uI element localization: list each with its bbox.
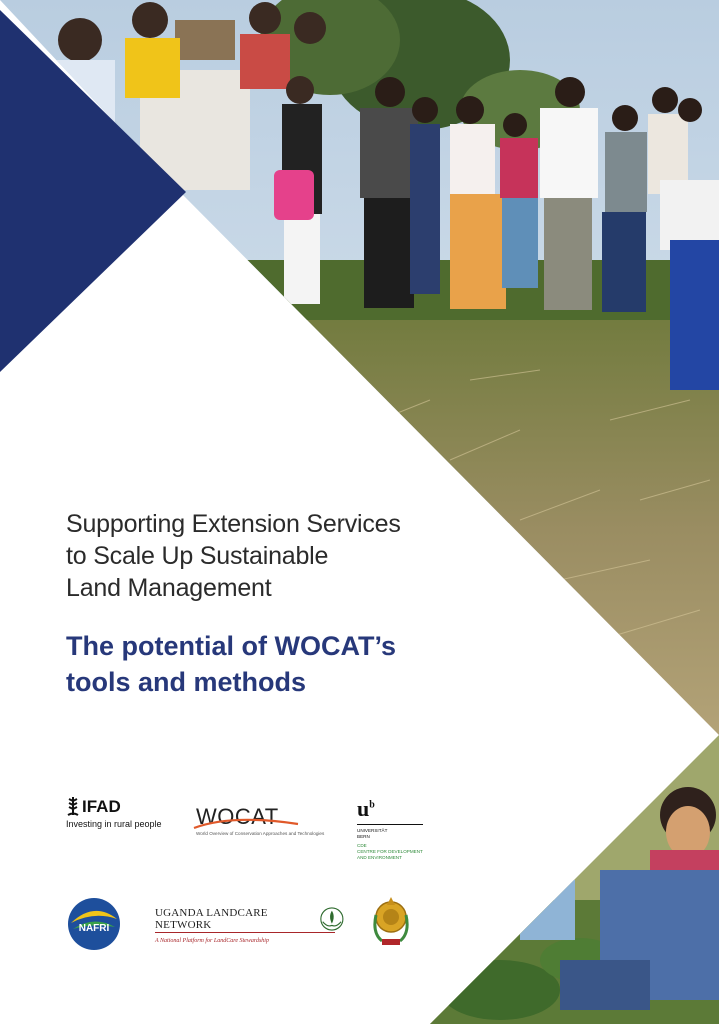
cde-name: [357, 843, 437, 861]
wocat-logo: [196, 804, 325, 844]
subtitle-line: Supporting Extension Services: [66, 510, 401, 538]
ifad-tagline: Investing in rural people: [66, 819, 162, 829]
title-line: The potential of WOCAT’s: [66, 631, 396, 661]
subtitle-line: to Scale Up Sustainable: [66, 542, 329, 570]
unibe-name: [357, 828, 437, 840]
cover-title: [66, 628, 496, 700]
wocat-wordmark: WOCAT: [196, 804, 279, 829]
unibe-line: UNIVERSITÄT: [357, 828, 388, 833]
ulcn-rule: [155, 932, 335, 933]
ifad-logo: [66, 795, 176, 841]
nafri-logo: [67, 897, 121, 951]
title-line: tools and methods: [66, 667, 307, 697]
ulcn-wordmark: UGANDA LANDCARE NETWORK: [155, 907, 268, 931]
cover-subtitle: [66, 508, 486, 604]
lao-ministry-crest: [370, 893, 412, 951]
ifad-wordmark: IFAD: [82, 797, 121, 816]
unibe-cde-logo: [357, 796, 437, 876]
cde-line: CENTRE FOR DEVELOPMENT: [357, 849, 423, 854]
ulcn-hands-icon: [319, 906, 345, 932]
wocat-tagline: World Overview of Conservation Approaches and Technologies: [196, 831, 325, 836]
crest-icon: [370, 893, 412, 951]
cde-line: CDE: [357, 843, 367, 848]
nafri-wordmark: NAFRI: [78, 923, 110, 934]
unibe-line: BERN: [357, 834, 370, 839]
uganda-landcare-network-logo: [155, 906, 345, 946]
unibe-mark: u: [357, 796, 370, 821]
cde-line: AND ENVIRONMENT: [357, 855, 402, 860]
wheat-icon: [66, 795, 80, 817]
subtitle-line: Land Management: [66, 574, 272, 602]
ulcn-tagline: A National Platform for LandCare Stewardship: [155, 938, 269, 944]
wocat-swoosh-icon: [192, 816, 302, 832]
unibe-rule: [357, 824, 423, 825]
unibe-mark-sup: b: [369, 799, 375, 811]
